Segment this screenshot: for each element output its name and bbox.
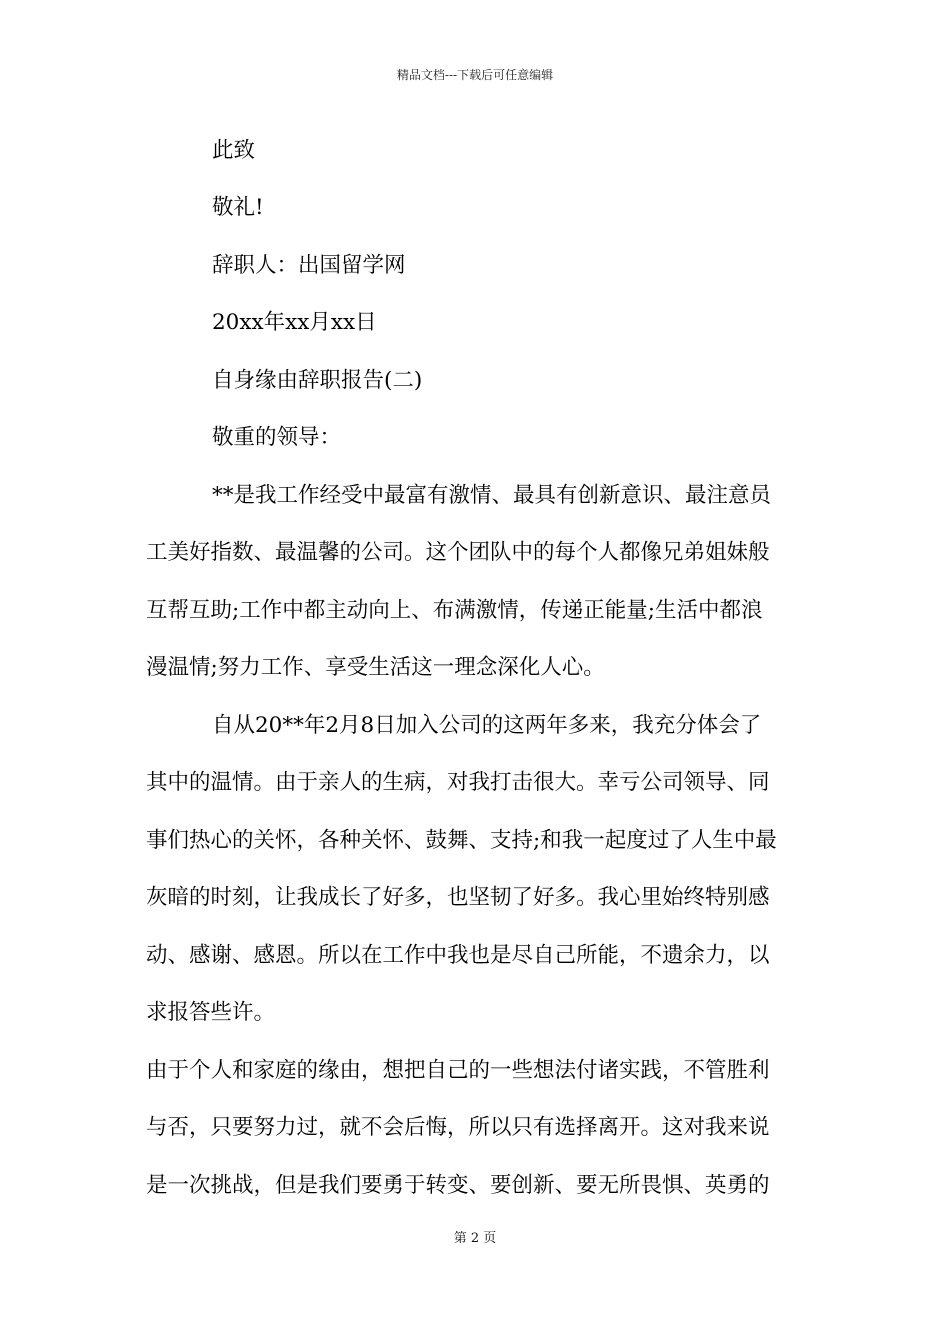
paragraph-line: 求报答些许。	[146, 1000, 276, 1025]
paragraph-line: 是一次挑战，但是我们要勇于转变、要创新、要无所畏惧、英勇的	[146, 1173, 770, 1198]
page-number: 第 2 页	[453, 1231, 497, 1246]
paragraph-line: 动、感谢、感恩。所以在工作中我也是尽自己所能，不遗余力，以	[146, 943, 770, 968]
paragraph-line: 由于个人和家庭的缘由，想把自己的一些想法付诸实践，不管胜利	[146, 1058, 770, 1083]
closing-salutation: 此致	[212, 138, 256, 163]
section-title: 自身缘由辞职报告(二)	[212, 368, 423, 393]
signer-line: 辞职人：出国留学网	[212, 253, 406, 278]
paragraph-line: 灰暗的时刻，让我成长了好多，也坚韧了好多。我心里始终特别感	[146, 885, 770, 910]
paragraph-line: 与否，只要努力过，就不会后悔，所以只有选择离开。这对我来说	[146, 1115, 770, 1140]
paragraph-line: 自从20**年2月8日加入公司的这两年多来，我充分体会了	[212, 713, 762, 738]
paragraph-line: 事们热心的关怀，各种关怀、鼓舞、支持;和我一起度过了人生中最	[146, 828, 777, 853]
paragraph-line: **是我工作经受中最富有激情、最具有创新意识、最注意员	[212, 483, 772, 508]
date-line: 20xx年xx月xx日	[212, 310, 377, 335]
page-header: 精品文档---下载后可任意编辑	[396, 68, 554, 82]
paragraph-line: 互帮互助;工作中都主动向上、布满激情，传递正能量;生活中都浪	[146, 598, 763, 623]
closing-regards: 敬礼!	[212, 195, 264, 220]
paragraph-line: 工美好指数、最温馨的公司。这个团队中的每个人都像兄弟姐妹般	[146, 540, 770, 565]
paragraph-line: 其中的温情。由于亲人的生病，对我打击很大。幸亏公司领导、同	[146, 770, 770, 795]
paragraph-line: 漫温情;努力工作、享受生活这一理念深化人心。	[146, 655, 605, 680]
greeting-line: 敬重的领导：	[212, 425, 342, 450]
